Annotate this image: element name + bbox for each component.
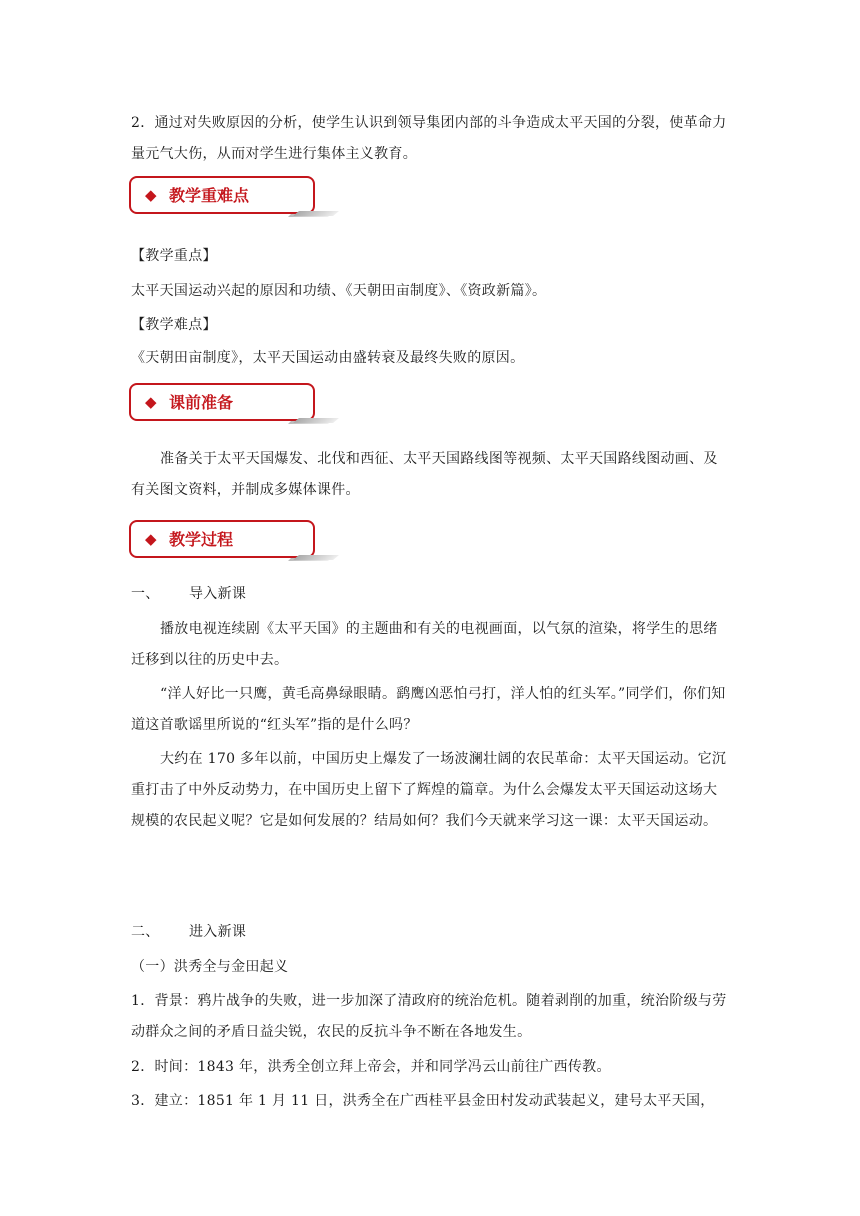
heading-key-points	[129, 176, 315, 214]
item-background: 1．背景：鸦片战争的失败，进一步加深了清政府的统治危机。随着剥削的加重，统治阶级与劳动群众之间的矛盾日益尖锐，农民的反抗斗争不断在各地发生。	[131, 993, 727, 1040]
difficult-points-text: 《天朝田亩制度》，太平天国运动由盛转衰及最终失败的原因。	[131, 350, 525, 366]
section-1-title: 导入新课	[189, 586, 247, 602]
heading-process	[129, 520, 315, 558]
intro-paragraph-1: 播放电视连续剧《太平天国》的主题曲和有关的电视画面，以气氛的渲染，将学生的思绪迁移到以往的历史中去。	[131, 621, 718, 668]
diamond-icon: ◆	[145, 393, 157, 411]
section-2-heading	[131, 917, 731, 948]
heading-shadow	[293, 211, 339, 216]
item-establishment: 3．建立：1851 年 1 月 11 日，洪秀全在广西桂平县金田村发动武装起义，建号太平天国，	[131, 1093, 715, 1109]
intro-paragraph-3: 大约在 170 多年以前，中国历史上爆发了一场波澜壮阔的农民革命：太平天国运动。它沉重打击了中外反动势力，在中国历史上留下了辉煌的篇章。为什么会爆发太平天国运动这场大规模的农民起义呢？它是如何发展的？结局如何？我们今天就来学习这一课：太平天国运动。	[131, 751, 727, 829]
heading-preparation	[129, 383, 315, 421]
subsection-1-heading: （一）洪秀全与金田起义	[131, 959, 289, 975]
heading-shadow	[293, 418, 339, 423]
section-2-number: 二、	[131, 924, 160, 940]
section-2-title: 进入新课	[189, 924, 247, 940]
key-points-label: 【教学重点】	[131, 248, 217, 264]
heading-process-label: 教学过程	[169, 530, 234, 549]
section-1-number: 一、	[131, 586, 160, 602]
diamond-icon: ◆	[145, 186, 157, 204]
key-points-text: 太平天国运动兴起的原因和功绩、《天朝田亩制度》、《资政新篇》。	[131, 283, 547, 299]
section-1-heading	[131, 579, 731, 610]
objective-2: 2．通过对失败原因的分析，使学生认识到领导集团内部的斗争造成太平天国的分裂，使革命力量元气大伤，从而对学生进行集体主义教育。	[131, 115, 727, 162]
heading-key-points-label: 教学重难点	[169, 186, 250, 205]
heading-shadow	[293, 555, 339, 560]
intro-paragraph-2: “洋人好比一只鹰，黄毛高鼻绿眼睛。鹞鹰凶恶怕弓打，洋人怕的红头军。”同学们，你们知道这首歌谣里所说的“红头军”指的是什么吗？	[131, 686, 726, 733]
preparation-text: 准备关于太平天国爆发、北伐和西征、太平天国路线图等视频、太平天国路线图动画、及有关图文资料，并制成多媒体课件。	[131, 451, 718, 498]
difficult-points-label: 【教学难点】	[131, 317, 217, 333]
diamond-icon: ◆	[145, 530, 157, 548]
item-time: 2．时间：1843 年，洪秀全创立拜上帝会，并和同学冯云山前往广西传教。	[131, 1059, 611, 1075]
heading-preparation-label: 课前准备	[169, 393, 234, 412]
